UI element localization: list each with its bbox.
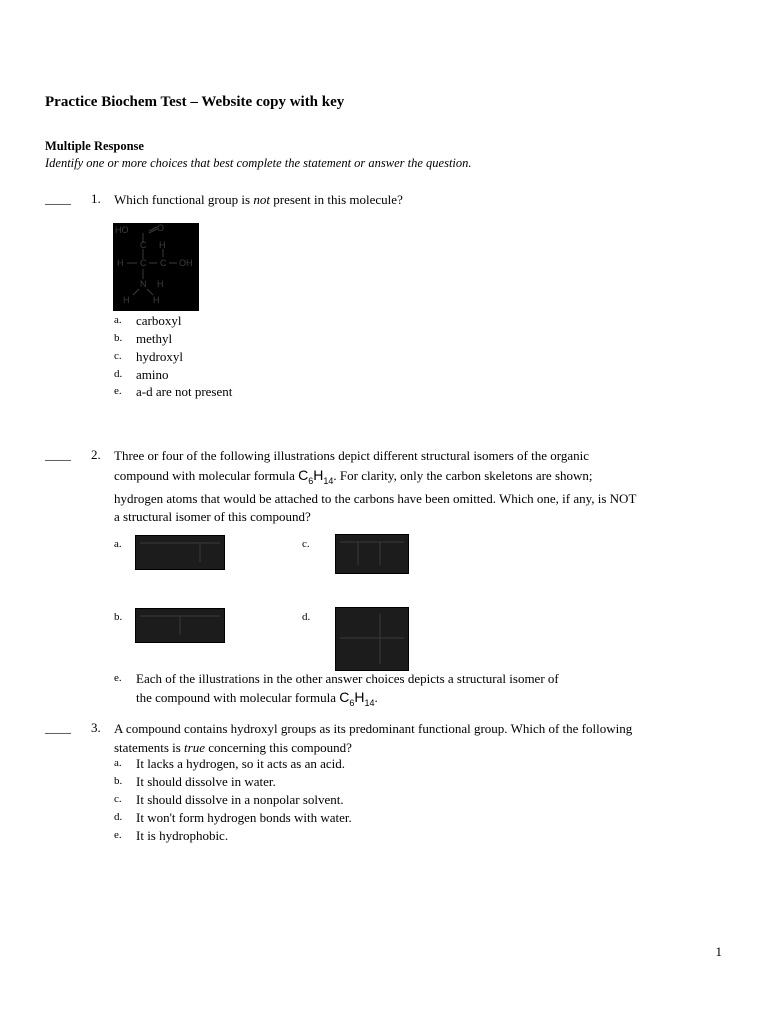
page-number: 1	[715, 944, 722, 959]
question-text-q2: Three or four of the following illustrations depict different structural isomers of the organic compound with molecular formula $C_6H_{14}$. For clarity, only the carbon skeletons are shown; hydrogen atoms that would be attached to the carbons have been omitted. Which one, if any, is NOT a structural isomer of this compound?	[114, 448, 637, 525]
molecule-label: O	[157, 223, 165, 233]
section-heading: Multiple Response	[45, 139, 144, 153]
molecule-label: C	[140, 240, 147, 250]
answer-blank-q1[interactable]: ____	[45, 191, 71, 206]
molecule-label: C	[160, 258, 167, 268]
molecule-label: HO	[115, 225, 129, 235]
skeleton-image-q2-d	[335, 607, 409, 671]
molecule-label: H	[123, 295, 130, 305]
document-title: Practice Biochem Test – Website copy with key	[45, 94, 345, 110]
section-instructions: Identify one or more choices that best complete the statement or answer the question.	[45, 156, 472, 170]
skeleton-image-q2-b	[135, 608, 225, 643]
molecule-label: H	[153, 295, 160, 305]
molecular-formula: $C_6H_{14}$	[298, 466, 334, 486]
molecule-label: OH	[179, 258, 193, 268]
skeleton-image-q2-c	[335, 534, 409, 574]
answer-blank-q3[interactable]: ____	[45, 720, 71, 735]
molecule-label: C	[140, 258, 147, 268]
molecule-label: H	[157, 279, 164, 289]
question-number-q3: 3.	[91, 720, 101, 735]
question-text-q3: A compound contains hydroxyl groups as its predominant functional group. Which of the following statements is true concerning this compound?	[114, 721, 633, 755]
molecular-formula: $C_6H_{14}$	[339, 689, 375, 708]
molecule-image-q1	[113, 223, 199, 311]
skeleton-image-q2-a	[135, 535, 225, 570]
question-number-q1: 1.	[91, 191, 101, 206]
question-text-q1: Which functional group is not present in this molecule?	[114, 192, 403, 207]
molecule-label: N	[140, 279, 147, 289]
question-number-q2: 2.	[91, 447, 101, 462]
molecule-label: H	[117, 258, 124, 268]
answer-blank-q2[interactable]: ____	[45, 447, 71, 462]
molecule-label: H	[159, 240, 166, 250]
choice-q2-e[interactable]: e. Each of the illustrations in the other answer choices depicts a structural isomer of the compound with molecular formula $C_6H_{14}$.	[114, 671, 559, 708]
